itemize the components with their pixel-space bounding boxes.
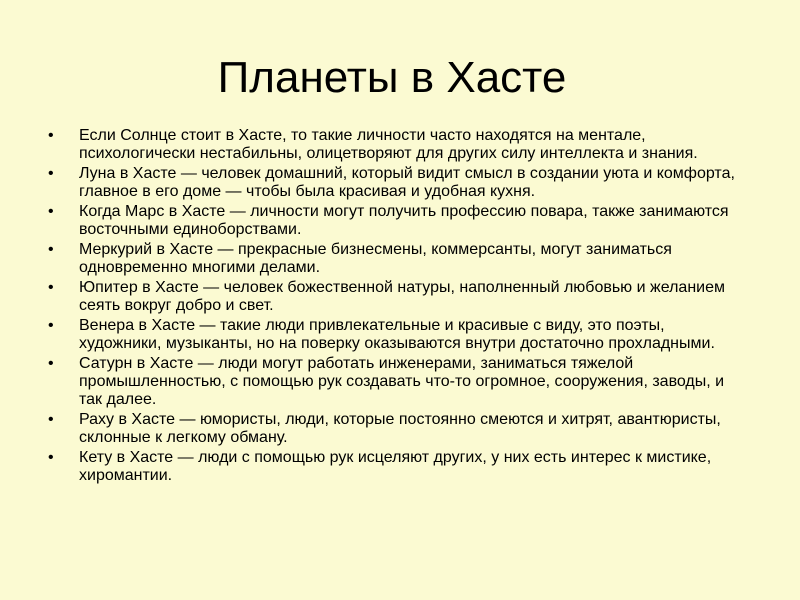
bullet-dot-icon: •	[48, 127, 54, 144]
bullet-text: Венера в Хасте — такие люди привлекательные и красивые с виду, это поэты, художники, музыканты, но на поверку оказываются внутри достаточно прохладными.	[79, 317, 715, 352]
bullet-text: Раху в Хасте — юмористы, люди, которые постоянно смеются и хитрят, авантюристы, склонные к легкому обману.	[79, 411, 721, 446]
bullet-text: Когда Марс в Хасте — личности могут получить профессию повара, также занимаются восточными единоборствами.	[79, 203, 729, 238]
bullet-dot-icon: •	[48, 411, 54, 428]
bullet-item	[48, 241, 748, 277]
bullet-text: Сатурн в Хасте — люди могут работать инженерами, заниматься тяжелой промышленностью, с помощью рук создавать что-то огромное, сооружения, заводы, и так далее.	[79, 355, 725, 408]
bullet-item	[48, 449, 748, 485]
bullet-item	[48, 317, 748, 353]
bullet-item	[48, 279, 748, 315]
bullet-item	[48, 127, 748, 163]
bullet-dot-icon: •	[48, 203, 54, 220]
bullet-text: Если Солнце стоит в Хасте, то такие личности часто находятся на ментале, психологически нестабильны, олицетворяют для других силу интеллекта и знания.	[79, 127, 698, 162]
bullet-text: Меркурий в Хасте — прекрасные бизнесмены, коммерсанты, могут заниматься одновременно многими делами.	[79, 241, 672, 276]
bullet-dot-icon: •	[48, 317, 54, 334]
bullet-list	[48, 127, 748, 487]
bullet-text: Кету в Хасте — люди с помощью рук исцеляют других, у них есть интерес к мистике, хиромантии.	[79, 449, 712, 484]
bullet-dot-icon: •	[48, 449, 54, 466]
bullet-text: Луна в Хасте — человек домашний, который видит смысл в создании уюта и комфорта, главное в его доме — чтобы была красивая и удобная кухня.	[79, 165, 735, 200]
bullet-dot-icon: •	[48, 165, 54, 182]
slide-title: Планеты в Хасте	[217, 53, 567, 102]
bullet-item	[48, 411, 748, 447]
bullet-text: Юпитер в Хасте — человек божественной натуры, наполненный любовью и желанием сеять вокруг добро и свет.	[79, 279, 725, 314]
bullet-dot-icon: •	[48, 355, 54, 372]
bullet-dot-icon: •	[48, 279, 54, 296]
bullet-dot-icon: •	[48, 241, 54, 258]
bullet-item	[48, 165, 748, 201]
bullet-item	[48, 355, 748, 409]
bullet-item	[48, 203, 748, 239]
